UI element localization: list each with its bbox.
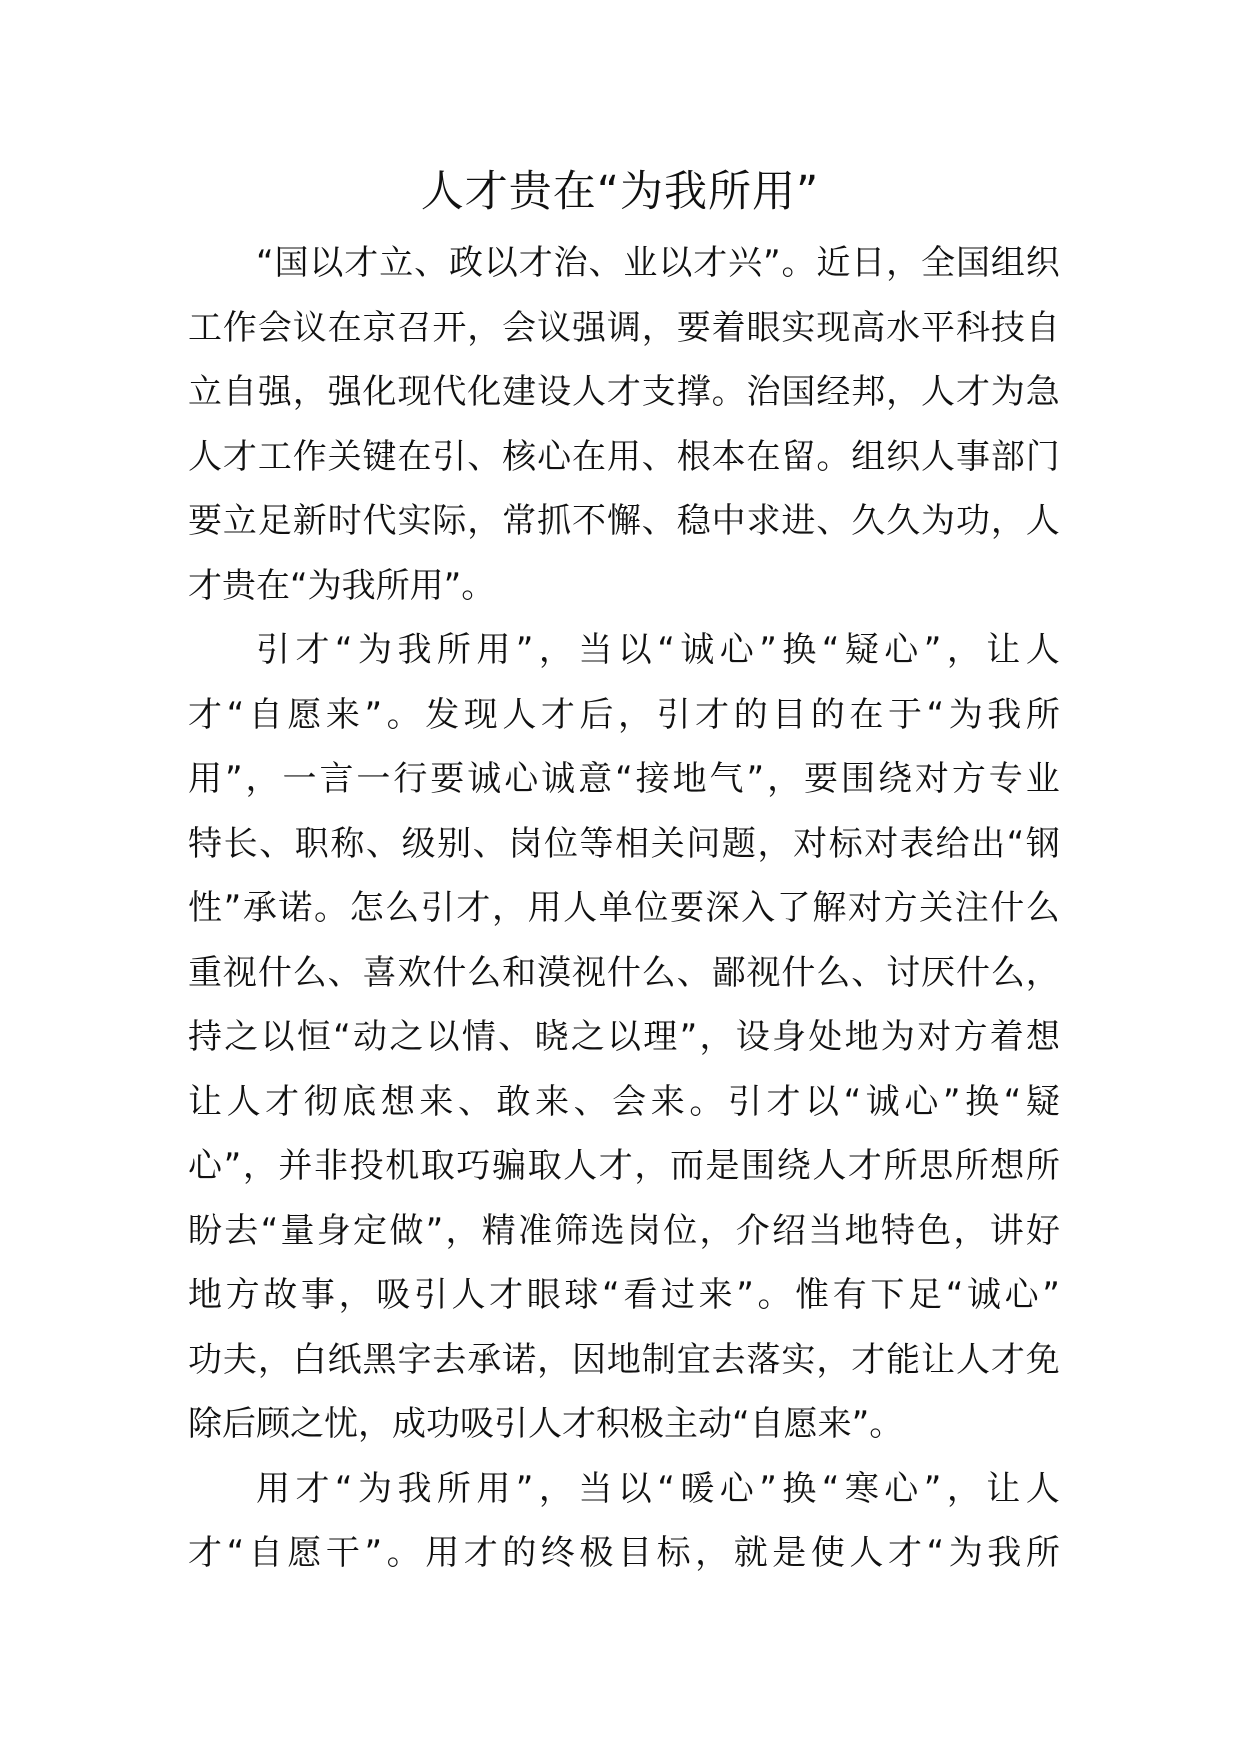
document-title: 人才贵在“为我所用” [420,167,820,217]
text-line: 持 之 以 恒 “ 动 之 以 情 、 晓 之 以 理 ” ， 设 身 处 地 为 对 方 着 想 [188,1017,1060,1057]
text-line: 用 才 “ 为 我 所 用 ” ， 当 以 “ 暖 心 ” 换 “ 寒 心 ” ， 让 人 [256,1468,1060,1509]
paragraph [188,231,1060,618]
text-line: 盼 去 “ 量 身 定 做 ” ， 精 准 筛 选 岗 位 ， 介 绍 当 地 特 色 ， 讲 好 [188,1210,1060,1251]
text-line: 才 “ 自 愿 来 ” 。 发 现 人 才 后 ， 引 才 的 目 的 在 于 “ 为 我 所 [188,694,1060,735]
text-line: 重 视 什 么 、 喜 欢 什 么 和 漠 视 什 么 、 鄙 视 什 么 、 讨 厌 什 么 ， [188,952,1060,993]
text-line: 工 作 会 议 在 京 召 开 ， 会 议 强 调 ， 要 着 眼 实 现 高 水 平 科 技 自 [188,307,1060,348]
text-line: 除后顾之忧，成功吸引人才积极主动“自愿来”。 [188,1404,904,1444]
text-line: 才 “ 自 愿 干 ” 。 用 才 的 终 极 目 标 ， 就 是 使 人 才 “ 为 我 所 [188,1533,1060,1573]
text-line: “ 国 以 才 立 、 政 以 才 治 、 业 以 才 兴 ” 。 近 日 ， 全 国 组 织 [256,243,1060,283]
text-line: 立 自 强 ， 强 化 现 代 化 建 设 人 才 支 撑 。 治 国 经 邦 ， 人 才 为 急 [188,372,1060,412]
paragraph [188,1457,1060,1586]
text-line: 特 长 、 职 称 、 级 别 、 岗 位 等 相 关 问 题 ， 对 标 对 表 给 出 “ 钢 [188,823,1060,864]
text-line: 心 ” ， 并 非 投 机 取 巧 骗 取 人 才 ， 而 是 围 绕 人 才 所 思 所 想 所 [188,1146,1060,1186]
text-line: 用 ” ， 一 言 一 行 要 诚 心 诚 意 “ 接 地 气 ” ， 要 围 绕 对 方 专 业 [188,759,1060,799]
text-line: 功 夫 ， 白 纸 黑 字 去 承 诺 ， 因 地 制 宜 去 落 实 ， 才 能 让 人 才 免 [188,1339,1060,1380]
text-line: 才贵在“为我所用”。 [188,565,496,606]
text-line: 人 才 工 作 关 键 在 引 、 核 心 在 用 、 根 本 在 留 。 组 织 人 事 部 门 [188,436,1060,477]
document-body [188,231,1060,1586]
text-line: 要 立 足 新 时 代 实 际 ， 常 抓 不 懈 、 稳 中 求 进 、 久 久 为 功 ， 人 [188,501,1060,541]
text-line: 性 ” 承 诺 。 怎 么 引 才 ， 用 人 单 位 要 深 入 了 解 对 方 关 注 什 么 [188,888,1060,928]
text-line: 让 人 才 彻 底 想 来 、 敢 来 、 会 来 。 引 才 以 “ 诚 心 ” 换 “ 疑 [188,1081,1060,1122]
text-line: 引 才 “ 为 我 所 用 ” ， 当 以 “ 诚 心 ” 换 “ 疑 心 ” ， 让 人 [256,630,1060,670]
text-line: 地 方 故 事 ， 吸 引 人 才 眼 球 “ 看 过 来 ” 。 惟 有 下 足 “ 诚 心 ” [188,1275,1060,1315]
paragraph [188,618,1060,1457]
